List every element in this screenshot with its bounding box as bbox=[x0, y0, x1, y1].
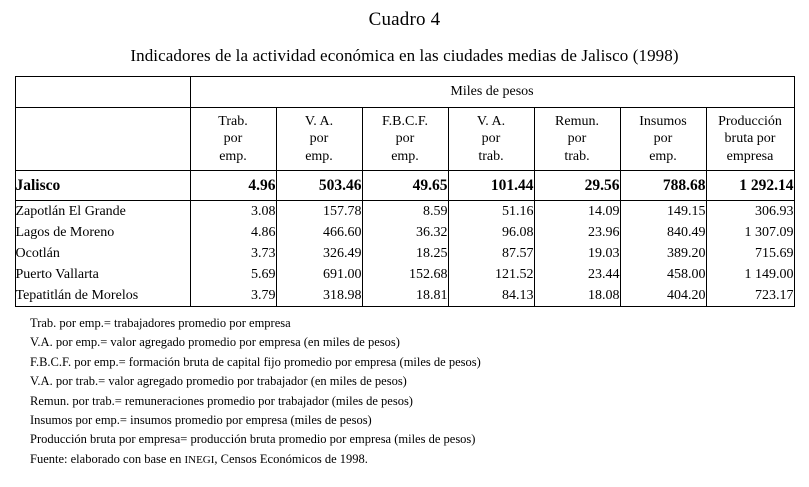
cell-value: 18.81 bbox=[362, 285, 448, 307]
cell-value: 788.68 bbox=[620, 171, 706, 201]
cell-value: 49.65 bbox=[362, 171, 448, 201]
cell-value: 4.96 bbox=[190, 171, 276, 201]
document-page bbox=[0, 9, 809, 487]
cell-value: 840.49 bbox=[620, 222, 706, 243]
note-line: Insumos por emp.= insumos promedio por empresa (miles de pesos) bbox=[30, 412, 372, 427]
column-header-line: Remun. bbox=[555, 113, 599, 129]
column-header-line: Trab. bbox=[218, 113, 248, 129]
column-header-line: V. A. bbox=[304, 113, 334, 129]
note-line: Remun. por trab.= remuneraciones promedio por trabajador (miles de pesos) bbox=[30, 393, 413, 408]
units-header: Miles de pesos bbox=[190, 77, 794, 108]
column-header-line: trab. bbox=[478, 148, 504, 164]
cell-value: 723.17 bbox=[706, 285, 794, 307]
cell-value: 8.59 bbox=[362, 201, 448, 223]
column-header-line: por bbox=[309, 131, 329, 147]
cell-value: 19.03 bbox=[534, 243, 620, 264]
cell-value: 404.20 bbox=[620, 285, 706, 307]
table-row bbox=[15, 243, 794, 264]
column-header-insumos-por-emp bbox=[620, 108, 706, 171]
column-header-remun-por-trab bbox=[534, 108, 620, 171]
cell-value: 23.96 bbox=[534, 222, 620, 243]
table-notes bbox=[30, 314, 795, 469]
column-header-va-por-trab bbox=[448, 108, 534, 171]
source-organization: INEGI bbox=[184, 453, 215, 466]
column-header-line: por bbox=[395, 131, 415, 147]
note-line: V.A. por emp.= valor agregado promedio por empresa (en miles de pesos) bbox=[30, 335, 400, 350]
cell-value: 18.08 bbox=[534, 285, 620, 307]
source-line bbox=[30, 450, 795, 469]
cell-value: 84.13 bbox=[448, 285, 534, 307]
source-suffix: , Censos Económicos de 1998. bbox=[214, 451, 368, 466]
table-row-total bbox=[15, 171, 794, 201]
column-header-fbcf-por-emp bbox=[362, 108, 448, 171]
row-label: Jalisco bbox=[15, 171, 190, 201]
cell-value: 715.69 bbox=[706, 243, 794, 264]
cell-value: 1 307.09 bbox=[706, 222, 794, 243]
table-corner-cell bbox=[15, 77, 190, 108]
cell-value: 326.49 bbox=[276, 243, 362, 264]
cell-value: 1 149.00 bbox=[706, 264, 794, 285]
cell-value: 3.79 bbox=[190, 285, 276, 307]
note-line: F.B.C.F. por emp.= formación bruta de capital fijo promedio por empresa (miles de pesos) bbox=[30, 354, 481, 369]
cell-value: 51.16 bbox=[448, 201, 534, 223]
cell-value: 4.86 bbox=[190, 222, 276, 243]
column-header-line: emp. bbox=[391, 148, 419, 164]
column-header-produccion-bruta bbox=[706, 108, 794, 171]
row-label-header bbox=[15, 108, 190, 171]
column-header-line: bruta por bbox=[724, 131, 776, 147]
table-row bbox=[15, 285, 794, 307]
cell-value: 36.32 bbox=[362, 222, 448, 243]
column-header-line: F.B.C.F. bbox=[381, 113, 428, 129]
column-header-line: por bbox=[223, 131, 243, 147]
column-header-line: por bbox=[567, 131, 587, 147]
cell-value: 691.00 bbox=[276, 264, 362, 285]
column-header-line: emp. bbox=[305, 148, 333, 164]
economic-indicators-table bbox=[15, 76, 795, 307]
cell-value: 152.68 bbox=[362, 264, 448, 285]
column-header-line: por bbox=[481, 131, 501, 147]
column-header-line: V. A. bbox=[476, 113, 506, 129]
cell-value: 96.08 bbox=[448, 222, 534, 243]
page-subtitle: Indicadores de la actividad económica en las ciudades medias de Jalisco (1998) bbox=[130, 46, 679, 65]
cell-value: 389.20 bbox=[620, 243, 706, 264]
page-title: Cuadro 4 bbox=[368, 9, 441, 30]
note-line: Trab. por emp.= trabajadores promedio por empresa bbox=[30, 316, 291, 330]
column-header-line: por bbox=[653, 131, 673, 147]
cell-value: 101.44 bbox=[448, 171, 534, 201]
table-row bbox=[15, 201, 794, 223]
cell-value: 458.00 bbox=[620, 264, 706, 285]
row-label: Puerto Vallarta bbox=[15, 264, 190, 285]
cell-value: 18.25 bbox=[362, 243, 448, 264]
cell-value: 149.15 bbox=[620, 201, 706, 223]
table-row bbox=[15, 222, 794, 243]
source-prefix: Fuente: elaborado con base en bbox=[30, 451, 185, 466]
column-header-line: emp. bbox=[219, 148, 247, 164]
cell-value: 5.69 bbox=[190, 264, 276, 285]
cell-value: 87.57 bbox=[448, 243, 534, 264]
row-label: Ocotlán bbox=[15, 243, 190, 264]
cell-value: 23.44 bbox=[534, 264, 620, 285]
cell-value: 3.73 bbox=[190, 243, 276, 264]
cell-value: 503.46 bbox=[276, 171, 362, 201]
column-header-va-por-emp bbox=[276, 108, 362, 171]
cell-value: 1 292.14 bbox=[706, 171, 794, 201]
cell-value: 466.60 bbox=[276, 222, 362, 243]
row-label: Zapotlán El Grande bbox=[15, 201, 190, 223]
column-header-line: Producción bbox=[718, 113, 782, 129]
table-units-row bbox=[15, 77, 794, 108]
column-header-line: empresa bbox=[726, 148, 774, 164]
table-header-row bbox=[15, 108, 794, 171]
cell-value: 14.09 bbox=[534, 201, 620, 223]
row-label: Tepatitlán de Morelos bbox=[15, 285, 190, 307]
column-header-line: emp. bbox=[649, 148, 677, 164]
cell-value: 29.56 bbox=[534, 171, 620, 201]
cell-value: 318.98 bbox=[276, 285, 362, 307]
column-header-line: trab. bbox=[564, 148, 590, 164]
cell-value: 157.78 bbox=[276, 201, 362, 223]
row-label: Lagos de Moreno bbox=[15, 222, 190, 243]
cell-value: 306.93 bbox=[706, 201, 794, 223]
column-header-line: Insumos bbox=[639, 113, 687, 129]
column-header-trab-por-emp bbox=[190, 108, 276, 171]
note-line: Producción bruta por empresa= producción bruta promedio por empresa (miles de pesos) bbox=[30, 432, 476, 447]
cell-value: 121.52 bbox=[448, 264, 534, 285]
cell-value: 3.08 bbox=[190, 201, 276, 223]
note-line: V.A. por trab.= valor agregado promedio por trabajador (en miles de pesos) bbox=[30, 374, 407, 389]
table-row bbox=[15, 264, 794, 285]
